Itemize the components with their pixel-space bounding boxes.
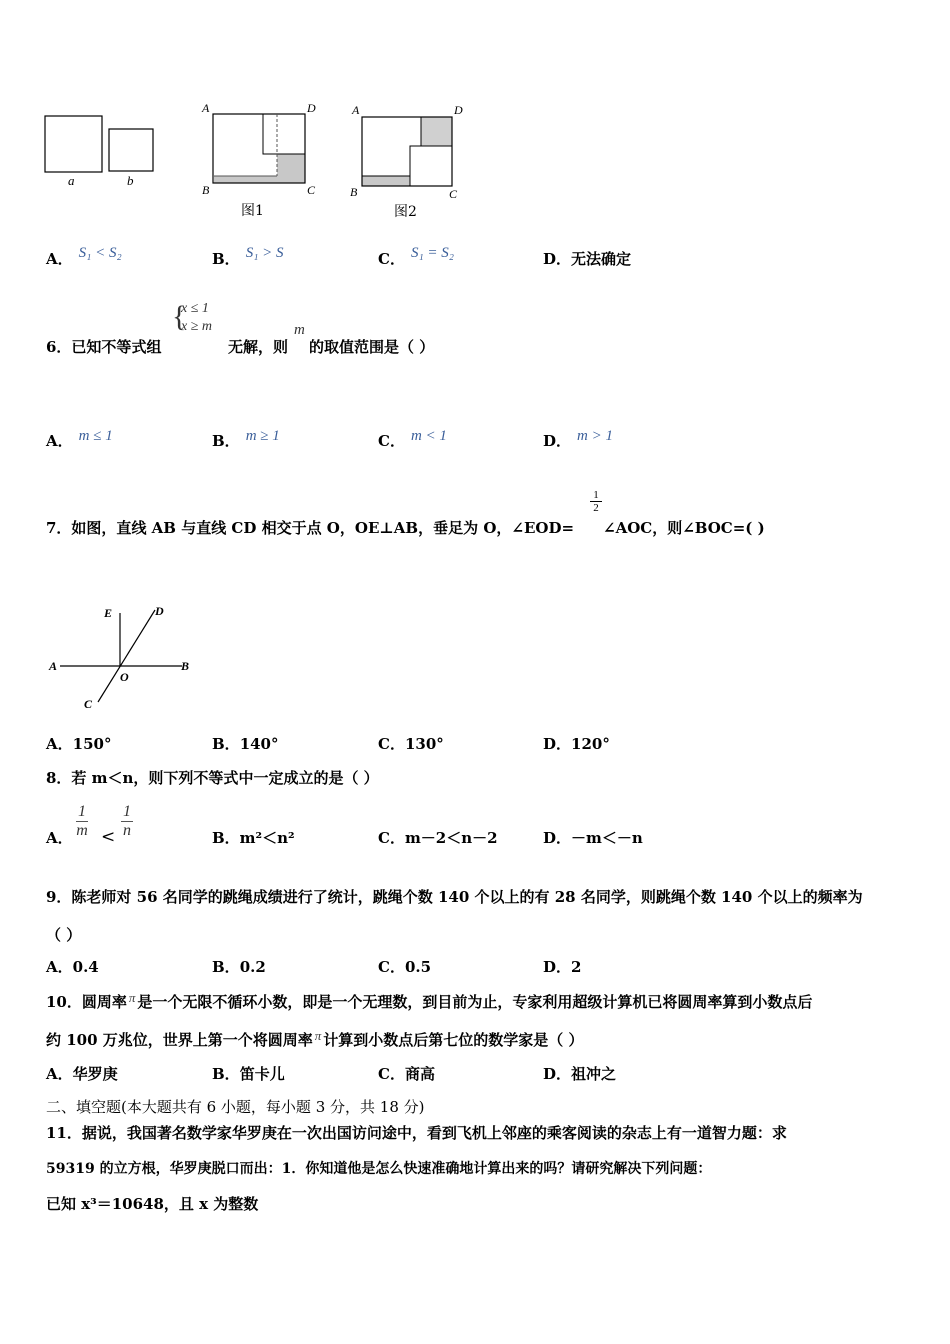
- q9-option-b[interactable]: B．0.2: [212, 958, 266, 976]
- q7-option-d[interactable]: D．120°: [543, 735, 610, 753]
- q11-line2: 59319 的立方根，华罗庚脱口而出：1．你知道他是怎么快速准确地计算出来的吗？请研究解决下列问题：: [46, 1161, 712, 1177]
- q8-option-b[interactable]: B．m²＜n²: [212, 829, 295, 847]
- q10-line1: 10．圆周率 π 是一个无限不循环小数，即是一个无理数，到目前为止，专家利用超级计算机已将圆周率算到小数点后: [46, 990, 813, 1011]
- figure-1: [201, 101, 316, 197]
- q6-option-c[interactable]: C． m < 1: [378, 428, 447, 450]
- q5-option-d[interactable]: D．无法确定: [543, 250, 632, 268]
- q7-label-b: B: [181, 659, 190, 673]
- label-a: a: [68, 173, 75, 188]
- fig2-corner-d: D: [454, 103, 463, 117]
- fig2-corner-b: B: [350, 185, 358, 199]
- fig2-corner-a: A: [352, 103, 360, 117]
- q6-stem-mid: 无解，则: [228, 338, 289, 356]
- q6-stem-suffix: 的取值范围是（ ）: [309, 338, 435, 356]
- q9-stem-line2: （ ）: [46, 926, 82, 944]
- q8-option-c[interactable]: C．m－2＜n－2: [378, 829, 498, 847]
- q6-option-d[interactable]: D． m > 1: [543, 428, 613, 450]
- q6-option-a[interactable]: A． m ≤ 1: [46, 428, 113, 450]
- q7-option-a[interactable]: A．150°: [46, 735, 112, 753]
- q5-option-c[interactable]: C． S₁ = S₂: [378, 245, 455, 268]
- q10-option-a[interactable]: A．华罗庚: [46, 1065, 118, 1083]
- q7-option-b[interactable]: B．140°: [212, 735, 279, 753]
- q6-inequality-system: { x ≤ 1 x ≥ m: [172, 300, 213, 334]
- q6-var-m: m: [294, 322, 305, 338]
- q7-label-e: E: [104, 606, 113, 620]
- q7-figure: [40, 598, 210, 718]
- q11-line3: 已知 x³＝10648，且 x 为整数: [46, 1195, 259, 1213]
- q7-label-a: A: [49, 659, 58, 673]
- q9-option-a[interactable]: A．0.4: [46, 958, 99, 976]
- q9-option-d[interactable]: D．2: [543, 958, 582, 976]
- q10-option-d[interactable]: D．祖冲之: [543, 1065, 617, 1083]
- q10-line2: 约 100 万兆位，世界上第一个将圆周率 π 计算到小数点后第七位的数学家是（ ）: [46, 1028, 584, 1049]
- fig1-corner-b: B: [202, 183, 210, 197]
- q6-option-b[interactable]: B． m ≥ 1: [212, 428, 280, 450]
- q5-option-a[interactable]: A． S₁ < S₂: [46, 245, 122, 268]
- fig1-corner-d: D: [307, 101, 316, 115]
- square-a: [45, 116, 102, 172]
- q9-stem-line1: 9．陈老师对 56 名同学的跳绳成绩进行了统计，跳绳个数 140 个以上的有 28 名同学，则跳绳个数 140 个以上的频率为: [46, 888, 863, 906]
- fig1-corner-c: C: [307, 183, 316, 197]
- q5-option-b[interactable]: B． S₁ > S: [212, 245, 284, 268]
- q7-label-d: D: [155, 604, 164, 618]
- q7-stem-end: ∠AOC，则∠BOC=( ): [603, 519, 765, 537]
- q7-option-c[interactable]: C．130°: [378, 735, 444, 753]
- q7-label-c: C: [84, 697, 93, 711]
- q7-label-o: O: [120, 670, 129, 684]
- q7-fraction-half: 1 2: [590, 489, 602, 514]
- fig2-caption: 图2: [394, 204, 417, 220]
- q10-option-b[interactable]: B．笛卡儿: [212, 1065, 285, 1083]
- q10-option-c[interactable]: C．商高: [378, 1065, 435, 1083]
- square-b: [109, 129, 153, 171]
- q9-option-c[interactable]: C．0.5: [378, 958, 432, 976]
- q6-stem-prefix: 6．已知不等式组: [46, 338, 162, 356]
- q11-line1: 11．据说，我国著名数学家华罗庚在一次出国访问途中，看到飞机上邻座的乘客阅读的杂志上有一道智力题：求: [46, 1124, 787, 1142]
- q7-stem: 7．如图，直线 AB 与直线 CD 相交于点 O，OE⊥AB，垂足为 O，∠EOD=: [46, 519, 575, 537]
- figure-2: [350, 103, 463, 201]
- fig1-corner-a: A: [202, 101, 210, 115]
- q8-option-d[interactable]: D．－m＜－n: [543, 829, 643, 847]
- section-heading-fill-in: 二、填空题(本大题共有 6 小题，每小题 3 分，共 18 分): [46, 1098, 425, 1116]
- fig1-caption: 图1: [241, 203, 264, 219]
- q8-stem: 8．若 m＜n，则下列不等式中一定成立的是（ ）: [46, 769, 379, 787]
- fig2-corner-c: C: [449, 187, 458, 201]
- label-b: b: [127, 173, 134, 188]
